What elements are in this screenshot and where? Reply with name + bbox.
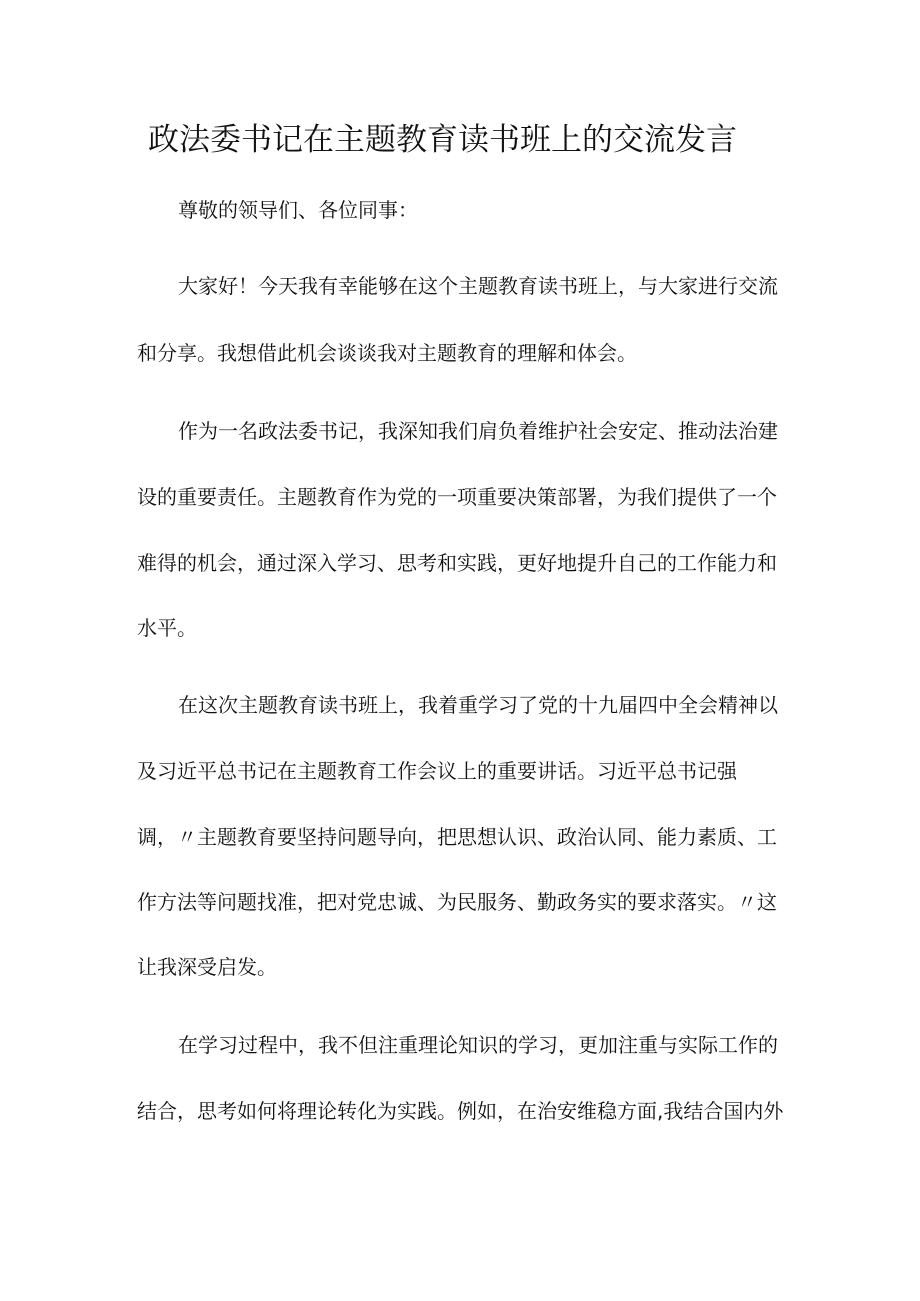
document-title: 政法委书记在主题教育读书班上的交流发言 [148, 122, 737, 158]
salutation-line: 尊敬的领导们、各位同事： [178, 198, 418, 222]
paragraph-4-line-2: 结合，思考如何将理论转化为实践。例如，在治安维稳方面,我结合国内外 [137, 1099, 784, 1123]
paragraph-3-line-1: 在这次主题教育读书班上，我着重学习了党的十九届四中全会精神以 [178, 693, 778, 717]
paragraph-1-line-1: 大家好！今天我有幸能够在这个主题教育读书班上，与大家进行交流 [178, 274, 778, 298]
paragraph-4-line-1: 在学习过程中，我不但注重理论知识的学习，更加注重与实际工作的 [178, 1033, 778, 1057]
paragraph-2-line-1: 作为一名政法委书记，我深知我们肩负着维护社会安定、推动法治建 [178, 419, 778, 443]
paragraph-3-line-4: 作方法等问题找准，把对党忠诚、为民服务、勤政务实的要求落实。〃这 [137, 890, 777, 914]
paragraph-1-line-2: 和分享。我想借此机会谈谈我对主题教育的理解和体会。 [137, 341, 637, 365]
paragraph-3-line-3: 调，〃主题教育要坚持问题导向，把思想认识、政治认同、能力素质、工 [137, 825, 777, 849]
paragraph-2-line-4: 水平。 [137, 616, 197, 640]
paragraph-2-line-2: 设的重要责任。主题教育作为党的一项重要决策部署，为我们提供了一个 [137, 485, 777, 509]
paragraph-2-line-3: 难得的机会，通过深入学习、思考和实践，更好地提升自己的工作能力和 [137, 551, 777, 575]
paragraph-3-line-2: 及习近平总书记在主题教育工作会议上的重要讲话。习近平总书记强 [137, 759, 737, 783]
paragraph-3-line-5: 让我深受启发。 [137, 955, 277, 979]
